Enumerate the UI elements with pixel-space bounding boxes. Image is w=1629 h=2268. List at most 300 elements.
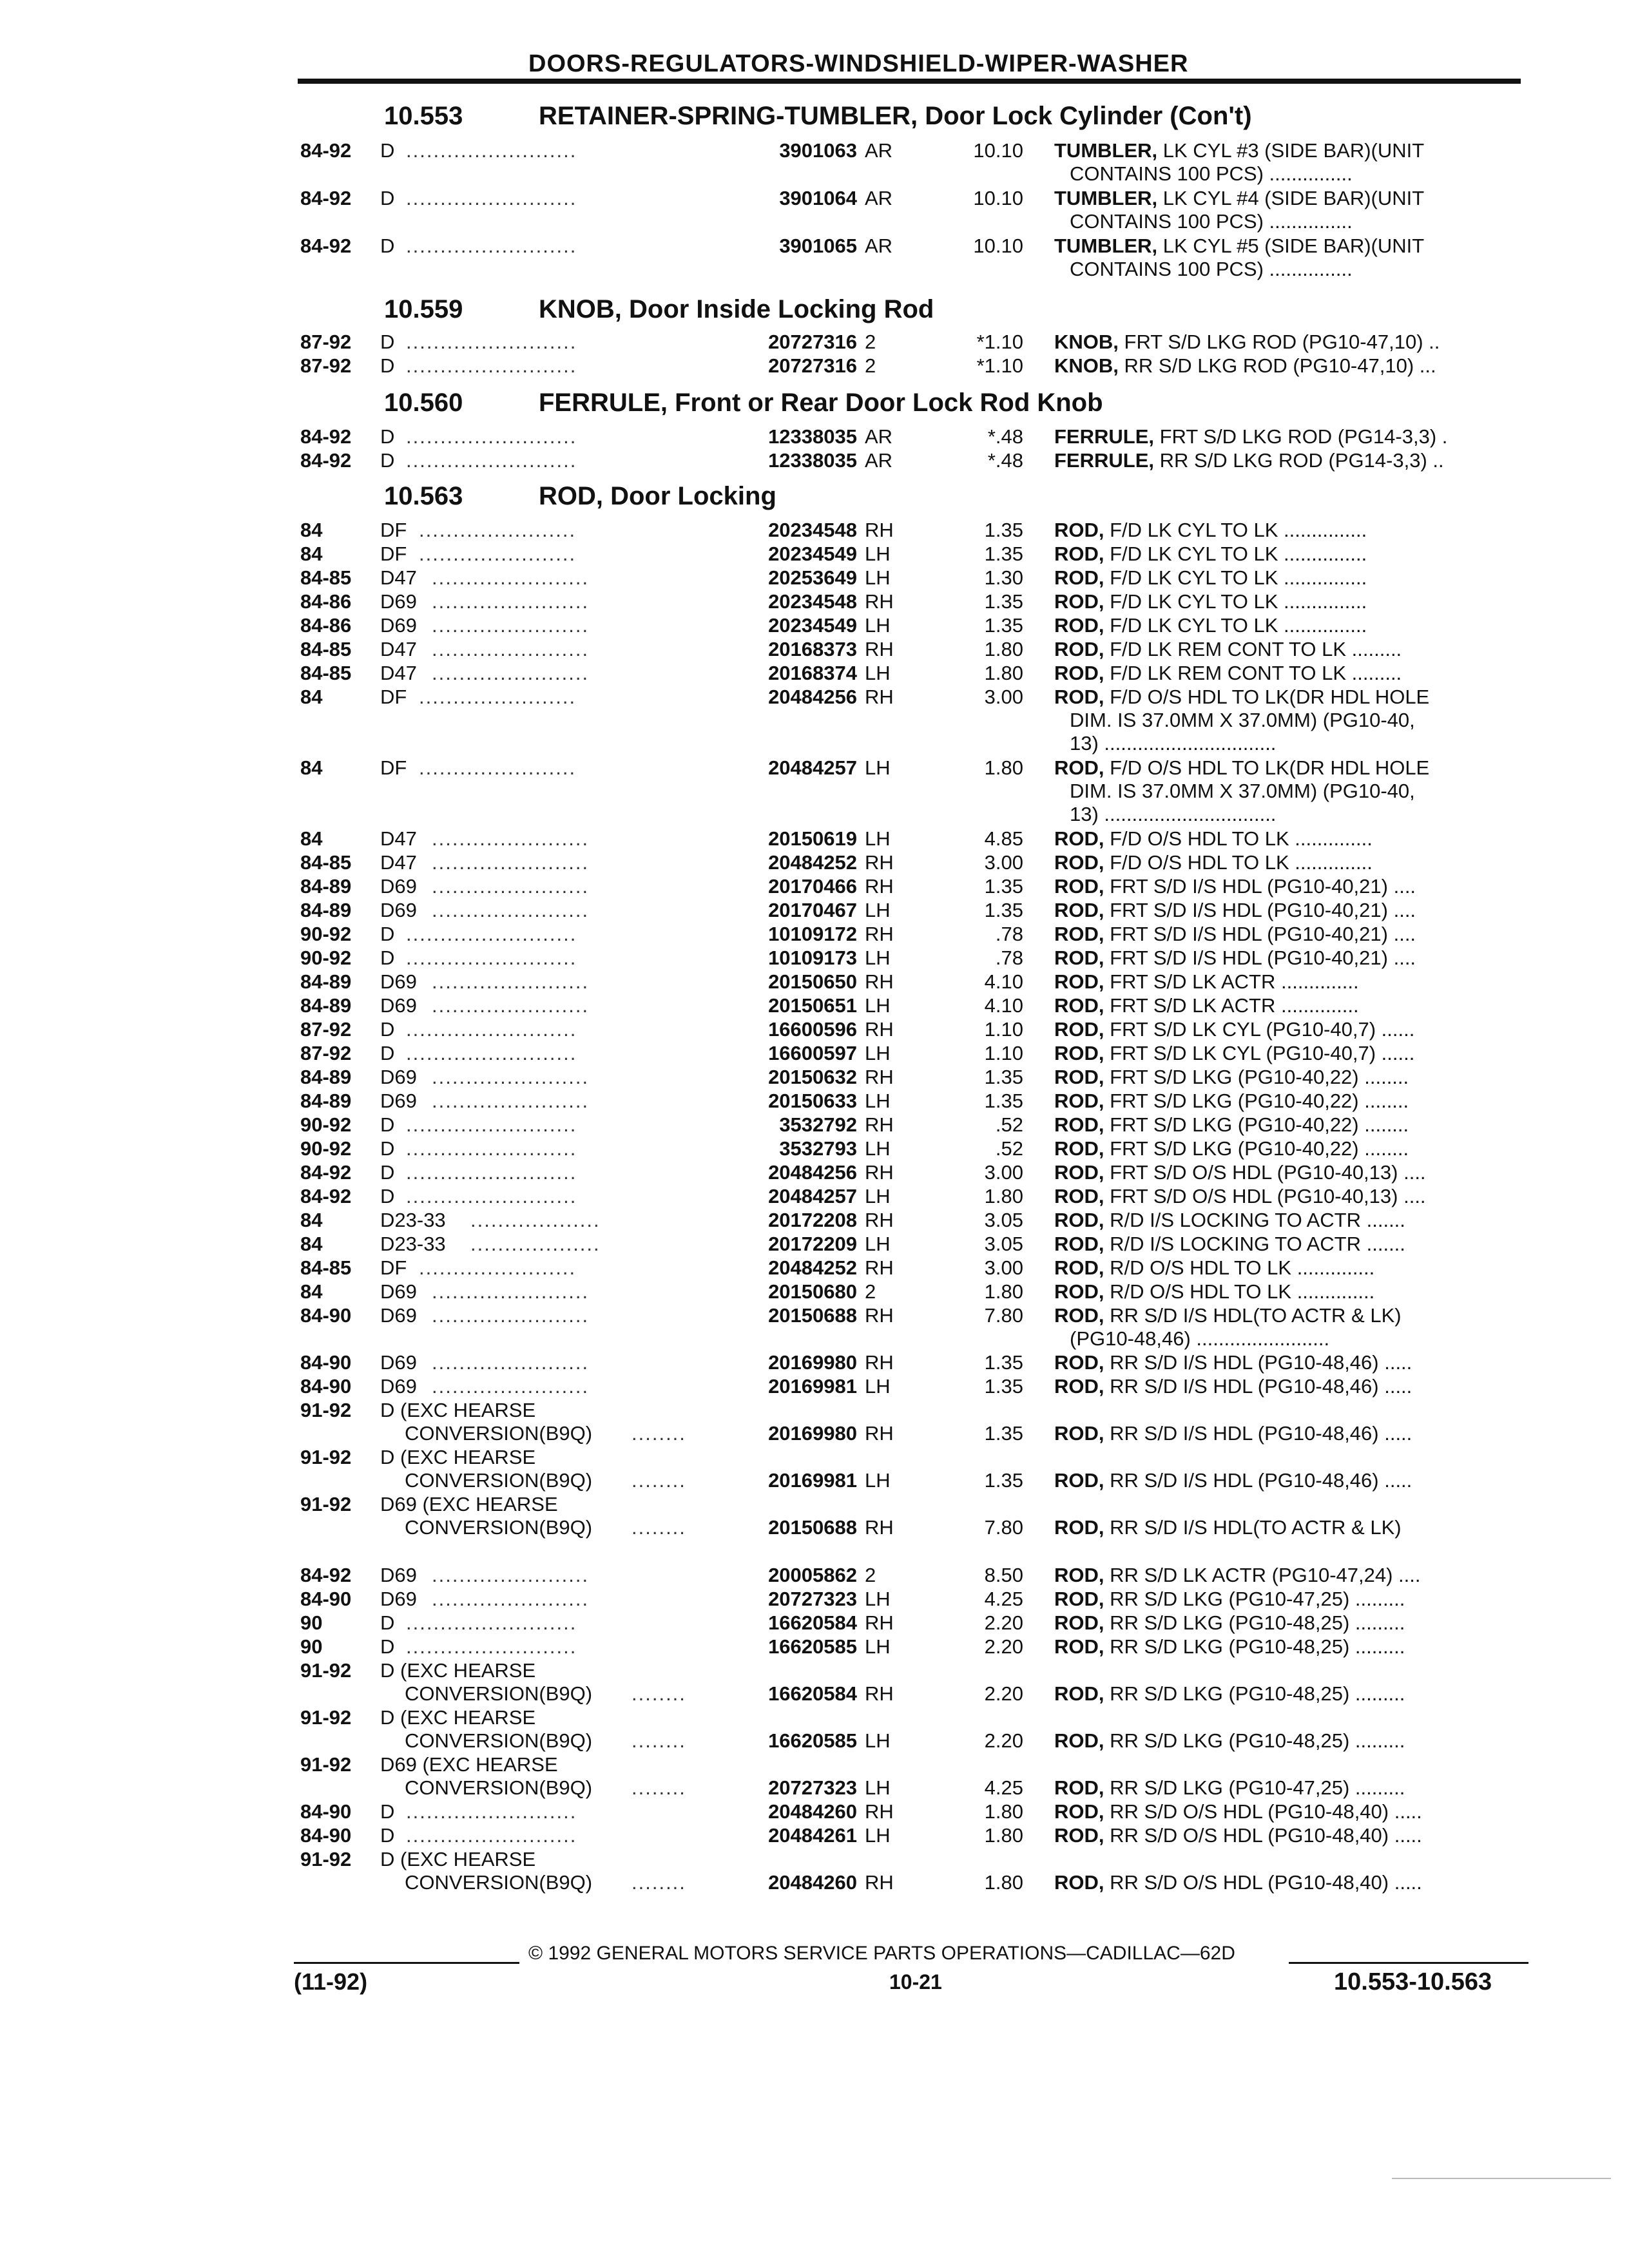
part-number: 3901064 — [779, 187, 857, 209]
part-description — [1054, 1635, 1405, 1658]
leader-dots: ....................... — [432, 1066, 590, 1088]
leader-dots: ....................... — [432, 970, 590, 993]
quantity: LH — [865, 1137, 891, 1160]
part-number: 20150632 — [768, 1066, 857, 1088]
part-detail: RR S/D I/S HDL (PG10-48,46) ..... — [1110, 1422, 1412, 1445]
part-description — [1054, 899, 1416, 922]
part-detail: RR S/D LKG (PG10-48,25) ......... — [1110, 1682, 1405, 1705]
model-code: D69 (EXC HEARSE — [380, 1753, 558, 1776]
part-description — [1054, 187, 1424, 210]
part-description — [1054, 590, 1367, 613]
leader-dots: ......................... — [406, 1161, 577, 1184]
price: 3.05 — [984, 1233, 1023, 1255]
model-year: 84 — [300, 1209, 323, 1231]
leader-dots: ................... — [470, 1209, 601, 1231]
part-name: ROD, — [1054, 1280, 1104, 1303]
footer-copyright: © 1992 GENERAL MOTORS SERVICE PARTS OPERATIONS—CADILLAC—62D — [528, 1943, 1235, 1964]
part-number: 20253649 — [768, 566, 857, 589]
price: 2.20 — [984, 1682, 1023, 1705]
section-number: 10.563 — [384, 482, 463, 510]
part-detail: RR S/D LKG (PG10-48,25) ......... — [1110, 1611, 1405, 1634]
price: .52 — [995, 1137, 1023, 1160]
model-code: D — [380, 1185, 395, 1207]
part-detail: F/D O/S HDL TO LK .............. — [1110, 827, 1373, 850]
part-detail: R/D O/S HDL TO LK .............. — [1110, 1280, 1375, 1303]
model-code: D69 — [380, 970, 417, 993]
part-detail: FRT S/D LKG ROD (PG10-47,10) .. — [1124, 331, 1440, 353]
part-number: 20169980 — [768, 1422, 857, 1445]
price: 4.85 — [984, 827, 1023, 850]
model-code: D47 — [380, 662, 417, 684]
footer-page-number: 10-21 — [889, 1970, 942, 1994]
leader-dots: ....................... — [419, 686, 577, 708]
model-year: 84-92 — [300, 187, 352, 209]
part-number: 20484256 — [768, 686, 857, 708]
model-code: D23-33 — [380, 1233, 446, 1255]
model-year: 84 — [300, 827, 323, 850]
part-description — [1054, 1233, 1405, 1256]
part-detail: F/D LK REM CONT TO LK ......... — [1110, 638, 1402, 660]
description-line-2: (PG10-48,46) ........................ — [1070, 1327, 1330, 1350]
model-year: 84-85 — [300, 662, 352, 684]
part-number: 20234549 — [768, 614, 857, 637]
quantity: 2 — [865, 331, 876, 353]
section-name: ROD, Door Locking — [539, 482, 776, 510]
part-name: TUMBLER, — [1054, 139, 1158, 162]
part-detail: RR S/D LKG (PG10-48,25) ......... — [1110, 1729, 1405, 1752]
price: 4.25 — [984, 1588, 1023, 1610]
footer-rule-left — [294, 1962, 519, 1964]
model-code: D (EXC HEARSE — [380, 1399, 536, 1421]
price: 1.35 — [984, 899, 1023, 921]
part-name: ROD, — [1054, 614, 1104, 637]
part-name: ROD, — [1054, 1776, 1104, 1799]
quantity: RH — [865, 1871, 894, 1894]
part-name: ROD, — [1054, 1256, 1104, 1279]
footer-date: (11-92) — [294, 1968, 368, 1995]
quantity: LH — [865, 827, 891, 850]
part-number: 20169981 — [768, 1469, 857, 1492]
model-year: 84-92 — [300, 1564, 352, 1586]
quantity: LH — [865, 947, 891, 969]
model-code: D — [380, 187, 395, 209]
part-description — [1054, 1729, 1405, 1753]
part-name: ROD, — [1054, 1516, 1104, 1539]
part-name: FERRULE, — [1054, 425, 1154, 448]
part-description — [1054, 235, 1424, 258]
part-number: 10109173 — [768, 947, 857, 969]
part-name: ROD, — [1054, 1351, 1104, 1374]
leader-dots: ....................... — [432, 1304, 590, 1327]
part-number: 20150650 — [768, 970, 857, 993]
part-number: 20234548 — [768, 519, 857, 541]
part-description — [1054, 1137, 1409, 1160]
model-code-continued: CONVERSION(B9Q) — [405, 1422, 593, 1445]
part-name: ROD, — [1054, 756, 1104, 779]
part-description — [1054, 1611, 1405, 1635]
part-number: 20234549 — [768, 543, 857, 565]
part-number: 20150680 — [768, 1280, 857, 1303]
price: 1.35 — [984, 1422, 1023, 1445]
part-name: ROD, — [1054, 875, 1104, 898]
section-number: 10.559 — [384, 295, 463, 323]
price: .78 — [995, 947, 1023, 969]
leader-dots: ....................... — [432, 1588, 590, 1610]
model-code: D47 — [380, 851, 417, 874]
model-code: D — [380, 1113, 395, 1136]
part-number: 20170466 — [768, 875, 857, 898]
model-year: 84-92 — [300, 449, 352, 472]
leader-dots: ....................... — [432, 1564, 590, 1586]
leader-dots: ......................... — [406, 354, 577, 377]
model-code: D — [380, 1161, 395, 1184]
quantity: RH — [865, 1209, 894, 1231]
part-number: 20168374 — [768, 662, 857, 684]
price: 1.35 — [984, 543, 1023, 565]
model-code: D69 — [380, 1304, 417, 1327]
part-description — [1054, 543, 1367, 566]
part-description — [1054, 354, 1436, 378]
leader-dots: ....................... — [419, 756, 577, 779]
model-year: 87-92 — [300, 1042, 352, 1064]
price: 3.00 — [984, 686, 1023, 708]
leader-dots: ....................... — [432, 851, 590, 874]
model-code: D — [380, 449, 395, 472]
model-code: D — [380, 947, 395, 969]
part-description — [1054, 1564, 1421, 1587]
part-name: ROD, — [1054, 686, 1104, 708]
part-number: 20170467 — [768, 899, 857, 921]
model-year: 84-92 — [300, 1161, 352, 1184]
model-year: 91-92 — [300, 1493, 352, 1515]
page-header: DOORS-REGULATORS-WINDSHIELD-WIPER-WASHER — [528, 50, 1189, 77]
model-year: 84-89 — [300, 1090, 352, 1112]
quantity: LH — [865, 756, 891, 779]
leader-dots: ......................... — [406, 1800, 577, 1823]
price: *.48 — [987, 449, 1023, 472]
section-name: RETAINER-SPRING-TUMBLER, Door Lock Cylinder (Con't) — [539, 102, 1252, 130]
quantity: 2 — [865, 1280, 876, 1303]
section-number: 10.553 — [384, 102, 463, 130]
part-description — [1054, 923, 1416, 946]
part-detail: RR S/D O/S HDL (PG10-48,40) ..... — [1110, 1824, 1422, 1847]
price: .52 — [995, 1113, 1023, 1136]
price: 1.80 — [984, 1824, 1023, 1847]
leader-dots: ........ — [631, 1682, 686, 1705]
quantity: LH — [865, 1185, 891, 1207]
price: 10.10 — [973, 235, 1023, 257]
quantity: LH — [865, 1375, 891, 1398]
part-number: 16620585 — [768, 1635, 857, 1658]
leader-dots: ....................... — [432, 590, 590, 613]
part-name: ROD, — [1054, 1871, 1104, 1894]
description-line-2: CONTAINS 100 PCS) ............... — [1070, 162, 1353, 185]
model-code: D47 — [380, 638, 417, 660]
part-detail: RR S/D LK ACTR (PG10-47,24) .... — [1110, 1564, 1421, 1586]
quantity: LH — [865, 1776, 891, 1799]
model-code: D (EXC HEARSE — [380, 1659, 536, 1682]
price: 1.80 — [984, 756, 1023, 779]
part-description — [1054, 1682, 1405, 1706]
part-description — [1054, 1304, 1402, 1327]
model-year: 90 — [300, 1611, 323, 1634]
quantity: RH — [865, 1611, 894, 1634]
model-year: 84 — [300, 686, 323, 708]
part-description — [1054, 614, 1367, 637]
part-detail: F/D O/S HDL TO LK(DR HDL HOLE — [1110, 686, 1430, 708]
model-year: 84-90 — [300, 1375, 352, 1398]
part-description — [1054, 139, 1424, 162]
model-code: D69 — [380, 1564, 417, 1586]
part-detail: RR S/D I/S HDL(TO ACTR & LK) — [1110, 1516, 1402, 1539]
model-year: 84-90 — [300, 1304, 352, 1327]
leader-dots: ....................... — [432, 1351, 590, 1374]
part-number: 20234548 — [768, 590, 857, 613]
price: 1.35 — [984, 1090, 1023, 1112]
part-description — [1054, 1280, 1374, 1303]
model-code-continued: CONVERSION(B9Q) — [405, 1469, 593, 1492]
part-name: ROD, — [1054, 1185, 1104, 1207]
part-number: 20484260 — [768, 1871, 857, 1894]
part-name: ROD, — [1054, 662, 1104, 684]
model-code: D69 — [380, 1375, 417, 1398]
part-detail: FRT S/D I/S HDL (PG10-40,21) .... — [1110, 947, 1416, 969]
model-code: D — [380, 1800, 395, 1823]
leader-dots: ......................... — [406, 1611, 577, 1634]
price: 1.30 — [984, 566, 1023, 589]
description-line-2: CONTAINS 100 PCS) ............... — [1070, 258, 1353, 280]
part-detail: FRT S/D LK ACTR .............. — [1110, 970, 1359, 993]
part-description — [1054, 1113, 1409, 1137]
section-name: FERRULE, Front or Rear Door Lock Rod Knob — [539, 389, 1103, 417]
part-name: FERRULE, — [1054, 449, 1154, 472]
part-description — [1054, 756, 1429, 780]
part-name: ROD, — [1054, 923, 1104, 945]
model-code: DF — [380, 756, 407, 779]
model-code: D69 — [380, 994, 417, 1017]
price: 1.35 — [984, 875, 1023, 898]
model-code: DF — [380, 543, 407, 565]
leader-dots: ......................... — [406, 449, 577, 472]
model-code: D47 — [380, 566, 417, 589]
part-number: 20484257 — [768, 1185, 857, 1207]
part-description — [1054, 638, 1402, 661]
leader-dots: ......................... — [406, 1042, 577, 1064]
part-name: ROD, — [1054, 1729, 1104, 1752]
price: 2.20 — [984, 1635, 1023, 1658]
part-description — [1054, 851, 1373, 874]
part-description — [1054, 827, 1373, 850]
part-number: 16600597 — [768, 1042, 857, 1064]
part-detail: LK CYL #4 (SIDE BAR)(UNIT — [1162, 187, 1425, 209]
model-year: 87-92 — [300, 331, 352, 353]
part-description — [1054, 1871, 1422, 1894]
part-name: ROD, — [1054, 1611, 1104, 1634]
model-code: DF — [380, 686, 407, 708]
model-code: D — [380, 1137, 395, 1160]
quantity: LH — [865, 1588, 891, 1610]
part-detail: FRT S/D LK ACTR .............. — [1110, 994, 1359, 1017]
leader-dots: ....................... — [419, 543, 577, 565]
model-code: D — [380, 354, 395, 377]
leader-dots: ......................... — [406, 139, 577, 162]
part-description — [1054, 519, 1367, 542]
price: *1.10 — [976, 354, 1023, 377]
part-detail: FRT S/D LK CYL (PG10-40,7) ...... — [1110, 1042, 1415, 1064]
part-name: ROD, — [1054, 827, 1104, 850]
leader-dots: ....................... — [432, 638, 590, 660]
part-detail: RR S/D I/S HDL (PG10-48,46) ..... — [1110, 1469, 1412, 1492]
model-code: D69 — [380, 590, 417, 613]
part-name: KNOB, — [1054, 354, 1119, 377]
quantity: RH — [865, 1066, 894, 1088]
price: 10.10 — [973, 139, 1023, 162]
model-code: DF — [380, 519, 407, 541]
leader-dots: ......................... — [406, 1018, 577, 1041]
model-year: 84 — [300, 756, 323, 779]
price: 1.80 — [984, 1280, 1023, 1303]
quantity: AR — [865, 139, 893, 162]
part-name: TUMBLER, — [1054, 235, 1158, 257]
quantity: LH — [865, 1469, 891, 1492]
part-detail: FRT S/D LKG (PG10-40,22) ........ — [1110, 1137, 1409, 1160]
part-number: 12338035 — [768, 449, 857, 472]
quantity: RH — [865, 1351, 894, 1374]
part-name: ROD, — [1054, 899, 1104, 921]
model-code: D — [380, 1635, 395, 1658]
price: 1.35 — [984, 590, 1023, 613]
part-description — [1054, 1018, 1414, 1041]
description-line-2: DIM. IS 37.0MM X 37.0MM) (PG10-40, — [1070, 709, 1415, 731]
part-number: 3901063 — [779, 139, 857, 162]
model-code: D — [380, 331, 395, 353]
part-number: 20150633 — [768, 1090, 857, 1112]
part-detail: RR S/D I/S HDL (PG10-48,46) ..... — [1110, 1351, 1412, 1374]
header-rule — [298, 79, 1521, 84]
model-code: D — [380, 1824, 395, 1847]
model-year: 84 — [300, 1280, 323, 1303]
part-name: ROD, — [1054, 1161, 1104, 1184]
leader-dots: ........ — [631, 1516, 686, 1539]
part-description — [1054, 1422, 1412, 1445]
model-code-continued: CONVERSION(B9Q) — [405, 1871, 593, 1894]
quantity: AR — [865, 187, 893, 209]
model-code: D — [380, 235, 395, 257]
footer-rule-right — [1289, 1962, 1528, 1964]
leader-dots: ......................... — [406, 947, 577, 969]
part-name: ROD, — [1054, 1233, 1104, 1255]
part-number: 10109172 — [768, 923, 857, 945]
quantity: LH — [865, 1233, 891, 1255]
model-code: D — [380, 139, 395, 162]
part-detail: RR S/D I/S HDL(TO ACTR & LK) — [1110, 1304, 1402, 1327]
leader-dots: ....................... — [432, 566, 590, 589]
quantity: RH — [865, 923, 894, 945]
part-name: ROD, — [1054, 1824, 1104, 1847]
model-year: 91-92 — [300, 1753, 352, 1776]
part-description — [1054, 662, 1402, 685]
quantity: LH — [865, 543, 891, 565]
part-detail: F/D O/S HDL TO LK .............. — [1110, 851, 1373, 874]
price: 4.10 — [984, 994, 1023, 1017]
part-number: 20727316 — [768, 331, 857, 353]
leader-dots: ......................... — [406, 1113, 577, 1136]
section-number: 10.560 — [384, 389, 463, 417]
part-detail: FRT S/D LKG (PG10-40,22) ........ — [1110, 1090, 1409, 1112]
quantity: LH — [865, 899, 891, 921]
quantity: AR — [865, 425, 893, 448]
part-number: 3901065 — [779, 235, 857, 257]
leader-dots: ....................... — [432, 899, 590, 921]
price: 1.10 — [984, 1018, 1023, 1041]
part-number: 20172208 — [768, 1209, 857, 1231]
leader-dots: ....................... — [432, 1280, 590, 1303]
part-name: ROD, — [1054, 994, 1104, 1017]
part-detail: RR S/D I/S HDL (PG10-48,46) ..... — [1110, 1375, 1412, 1398]
quantity: LH — [865, 1729, 891, 1752]
part-detail: RR S/D LKG ROD (PG14-3,3) .. — [1159, 449, 1444, 472]
part-detail: FRT S/D LKG ROD (PG14-3,3) . — [1159, 425, 1448, 448]
model-year: 84-89 — [300, 875, 352, 898]
quantity: LH — [865, 1824, 891, 1847]
part-number: 20169980 — [768, 1351, 857, 1374]
model-code: D69 — [380, 1588, 417, 1610]
part-description — [1054, 947, 1416, 970]
quantity: RH — [865, 686, 894, 708]
part-name: ROD, — [1054, 1018, 1104, 1041]
part-detail: F/D LK CYL TO LK ............... — [1110, 566, 1367, 589]
part-detail: F/D LK CYL TO LK ............... — [1110, 614, 1367, 637]
model-code: D47 — [380, 827, 417, 850]
quantity: LH — [865, 994, 891, 1017]
price: *.48 — [987, 425, 1023, 448]
model-code: D69 (EXC HEARSE — [380, 1493, 558, 1515]
part-description — [1054, 875, 1416, 898]
part-name: ROD, — [1054, 851, 1104, 874]
part-name: ROD, — [1054, 1588, 1104, 1610]
part-description — [1054, 1824, 1422, 1847]
price: .78 — [995, 923, 1023, 945]
model-year: 84-85 — [300, 1256, 352, 1279]
part-number: 20005862 — [768, 1564, 857, 1586]
quantity: AR — [865, 235, 893, 257]
model-code: D — [380, 923, 395, 945]
leader-dots: ....................... — [432, 1375, 590, 1398]
part-detail: F/D LK CYL TO LK ............... — [1110, 590, 1367, 613]
part-description — [1054, 686, 1429, 709]
part-number: 16600596 — [768, 1018, 857, 1041]
model-code-continued: CONVERSION(B9Q) — [405, 1682, 593, 1705]
leader-dots: ................... — [470, 1233, 601, 1255]
part-name: ROD, — [1054, 1113, 1104, 1136]
part-detail: F/D LK CYL TO LK ............... — [1110, 543, 1367, 565]
model-year: 87-92 — [300, 1018, 352, 1041]
part-number: 20150651 — [768, 994, 857, 1017]
leader-dots: ......................... — [406, 1137, 577, 1160]
part-description — [1054, 331, 1440, 354]
quantity: RH — [865, 1161, 894, 1184]
model-year: 90-92 — [300, 923, 352, 945]
price: 2.20 — [984, 1729, 1023, 1752]
leader-dots: ......................... — [406, 1185, 577, 1207]
part-detail: RR S/D LKG (PG10-47,25) ......... — [1110, 1588, 1405, 1610]
model-year: 84-92 — [300, 235, 352, 257]
part-detail: FRT S/D I/S HDL (PG10-40,21) .... — [1110, 923, 1416, 945]
part-detail: R/D O/S HDL TO LK .............. — [1110, 1256, 1375, 1279]
scan-mark — [1392, 2178, 1611, 2179]
quantity: RH — [865, 1682, 894, 1705]
part-detail: F/D LK REM CONT TO LK ......... — [1110, 662, 1402, 684]
